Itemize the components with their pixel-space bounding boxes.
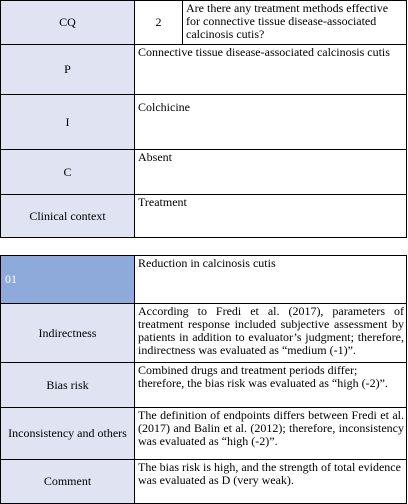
outcome-value: Reduction in calcinosis cutis [135,256,407,304]
inconsistency-value: The definition of endpoints differs between Fredi et al. (2017) and Balin et al. (2012); therefore, inconsistency was evaluated as “high (-2)”. [135,408,407,460]
comment-label: Comment [1,460,135,504]
indirectness-label: Indirectness [1,304,135,363]
cq-table [0,0,407,238]
p-value: Connective tissue disease-associated calcinosis cutis [135,45,407,95]
i-label: I [1,95,135,150]
evidence-table [0,255,407,504]
i-value: Colchicine [135,95,407,150]
c-label: C [1,150,135,195]
c-value: Absent [135,150,407,195]
indirectness-row [1,304,407,363]
c-row [1,150,407,195]
bias-risk-row [1,363,407,408]
cq-row [1,1,407,45]
bias-risk-value: Combined drugs and treatment periods differ; therefore, the bias risk was evaluated as “high (-2)”. [135,363,407,408]
inconsistency-row [1,408,407,460]
p-label: P [1,45,135,95]
bias-risk-label: Bias risk [1,363,135,408]
i-row [1,95,407,150]
cq-number: 2 [135,1,183,45]
outcome-row [1,256,407,304]
p-row [1,45,407,95]
inconsistency-label: Inconsistency and others [1,408,135,460]
outcome-code: 01 [1,256,135,304]
clinical-context-row [1,195,407,238]
cq-question: Are there any treatment methods effective for connective tissue disease-associated calcinosis cutis? [183,1,407,45]
cq-label: CQ [1,1,135,45]
clinical-context-value: Treatment [135,195,407,238]
comment-row [1,460,407,504]
comment-value: The bias risk is high, and the strength of total evidence was evaluated as D (very weak). [135,460,407,504]
clinical-context-label: Clinical context [1,195,135,238]
indirectness-value: According to Fredi et al. (2017), parameters of treatment response included subjective assessment by patients in addition to evaluator’s judgment; therefore, indirectness was evaluated as “medium (-1)”. [135,304,407,363]
